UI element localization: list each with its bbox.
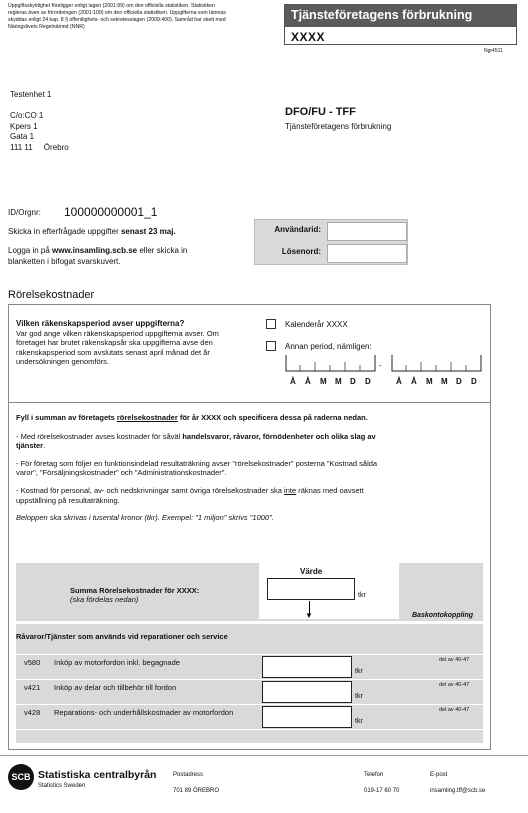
deadline-date: senast 23 maj. bbox=[120, 227, 176, 236]
section-title: Rörelsekostnader bbox=[8, 289, 95, 301]
address-line bbox=[10, 101, 69, 112]
id-label: ID/Orgnr: bbox=[8, 208, 41, 217]
value-header: Värde bbox=[300, 567, 323, 576]
id-value: 100000000001_1 bbox=[64, 205, 158, 219]
sum-label-sub: (ska fördelas nedan) bbox=[70, 595, 139, 604]
date-letter: Å bbox=[305, 377, 311, 386]
table-row bbox=[16, 655, 483, 679]
row-value-input[interactable] bbox=[262, 656, 352, 678]
instruction-3-underline: inte bbox=[284, 485, 297, 495]
form-number: Ngr4511 bbox=[484, 48, 503, 54]
user-id-field[interactable] bbox=[327, 222, 407, 241]
form-title-box bbox=[284, 4, 517, 45]
postal-address: 701 89 ÖREBRO bbox=[173, 788, 220, 794]
row-account: del av 40-47 bbox=[439, 682, 470, 688]
password-label: Lösenord: bbox=[281, 247, 321, 256]
sum-unit: tkr bbox=[358, 592, 366, 599]
table-row bbox=[16, 680, 483, 704]
address-line: Kpers 1 bbox=[10, 121, 38, 131]
date-letter: D bbox=[456, 377, 462, 386]
sum-input[interactable] bbox=[267, 578, 355, 600]
date-letter: M bbox=[426, 377, 433, 386]
row-account: del av 40-47 bbox=[439, 707, 470, 713]
period-explanation: Var god ange vilken räkenskapsperiod uppgifterna avser. Om företaget har brutet räkenskapsår ska uppgifterna avse den räkenskapsperiod som avslutats senast april månad det år undersökningen genomförs. bbox=[16, 328, 219, 367]
deadline-text bbox=[8, 227, 176, 236]
date-format-letters bbox=[285, 377, 485, 387]
date-letter: D bbox=[365, 377, 371, 386]
recipient-address bbox=[10, 90, 69, 153]
address-line: C/o:CO 1 bbox=[10, 111, 44, 120]
login-post: eller skicka in blanketten i bifogat svarskuvert. bbox=[8, 246, 188, 266]
instruction-3 bbox=[16, 486, 396, 505]
other-period-label: Annan period, nämligen: bbox=[285, 342, 372, 351]
org-name: Statistiska centralbyrån bbox=[38, 769, 157, 781]
row-description: Reparations- och underhållskostnader av motorfordon bbox=[54, 708, 234, 717]
row-code: v580 bbox=[24, 658, 41, 667]
row-description: Inköp av motorfordon inkl. begagnade bbox=[54, 658, 180, 667]
row-code: v421 bbox=[24, 683, 41, 692]
instruction-2: - För företag som följer en funktionsindelad resultaträkning avser "rörelsekostnader" posterna "Kostnad sålda varor", "Försäljningskostnader" och "Administrationskostnader". bbox=[16, 458, 378, 478]
row-value-input[interactable] bbox=[262, 681, 352, 703]
row-account: del av 40-47 bbox=[439, 657, 470, 663]
fill-instruction bbox=[16, 413, 396, 423]
phone-label: Telefon bbox=[364, 772, 384, 778]
other-period-checkbox[interactable] bbox=[266, 341, 276, 351]
form-title: Tjänsteföretagens förbrukning bbox=[285, 5, 516, 27]
date-letter: D bbox=[350, 377, 356, 386]
instruction-1-pre: - Med rörelsekostnader avses kostnader för såväl bbox=[16, 431, 183, 441]
date-range-field[interactable] bbox=[285, 353, 485, 375]
address-line: Testenhet 1 bbox=[10, 90, 52, 99]
sum-label bbox=[70, 586, 199, 604]
login-instructions bbox=[8, 245, 218, 267]
instructions bbox=[16, 413, 396, 531]
phone-number: 019-17 60 70 bbox=[364, 788, 400, 794]
period-question-title: Vilken räkenskapsperiod avser uppgifterna? bbox=[16, 319, 185, 328]
instruction-1-post: . bbox=[43, 441, 46, 451]
credentials-box bbox=[254, 219, 408, 265]
fill-pre: Fyll i summan av företagets bbox=[16, 413, 117, 422]
address-line: 111 11 Örebro bbox=[10, 142, 69, 152]
instruction-1-bold: handelsvaror, råvaror, förnödenheter och olika slag av tjänster bbox=[16, 431, 376, 451]
email-label: E-post bbox=[430, 772, 448, 778]
row-unit: tkr bbox=[355, 718, 363, 725]
date-letter: Å bbox=[411, 377, 417, 386]
group-title: Råvaror/Tjänster som används vid reparationer och service bbox=[16, 632, 228, 641]
instruction-3-post: räknas med oavsett uppställning på resultaträkning. bbox=[16, 485, 364, 505]
date-range-dash: - bbox=[379, 361, 382, 370]
section-divider bbox=[8, 402, 491, 403]
footer-divider bbox=[0, 755, 528, 756]
date-letter: M bbox=[441, 377, 448, 386]
fill-underline: rörelsekostnader bbox=[116, 413, 178, 422]
postal-label: Postadress bbox=[173, 772, 204, 778]
date-letter: D bbox=[471, 377, 477, 386]
instruction-3-pre: - Kostnad för personal, av- och nedskrivningar samt övriga rörelsekostnader ska bbox=[16, 485, 285, 495]
row-unit: tkr bbox=[355, 693, 363, 700]
form-year: XXXX bbox=[291, 30, 326, 44]
calendar-year-checkbox[interactable] bbox=[266, 319, 276, 329]
instruction-1 bbox=[16, 432, 396, 451]
password-field[interactable] bbox=[327, 244, 407, 263]
account-mapping-header: Baskontokoppling bbox=[412, 612, 474, 619]
fill-post: för år XXXX och specificera dessa på raderna nedan. bbox=[177, 413, 368, 422]
survey-subtitle: Tjänsteföretagens förbrukning bbox=[285, 122, 392, 131]
calendar-year-label: Kalenderår XXXX bbox=[285, 320, 348, 329]
row-code: v428 bbox=[24, 708, 41, 717]
date-letter: M bbox=[335, 377, 342, 386]
arrowhead-icon: ▼ bbox=[305, 611, 313, 620]
date-letter: Å bbox=[396, 377, 402, 386]
login-pre: Logga in på bbox=[8, 246, 53, 255]
table-row bbox=[16, 705, 483, 729]
legal-notice: Uppgiftsskyldighet föreligger enligt lagen (2001:99) om den officiella statistiken. Statistiken regleras även av förordningen (2001:100) om den officiella statistiken. Uppgifterna som lämnas skyddas enligt 24 kap. 8 § offentlighets- och sekretesslagen (2009:400). Samråd har skett med Näringslivets Regelnämnd (NNR) bbox=[8, 3, 226, 30]
table-separator bbox=[16, 621, 483, 624]
org-subname: Statistics Sweden bbox=[38, 783, 86, 789]
login-url[interactable]: www.insamling.scb.se bbox=[52, 246, 138, 255]
row-description: Inköp av delar och tillbehör till fordon bbox=[54, 683, 177, 692]
row-separator bbox=[16, 729, 483, 730]
row-value-input[interactable] bbox=[262, 706, 352, 728]
date-letter: M bbox=[320, 377, 327, 386]
period-question bbox=[16, 319, 244, 367]
amount-note: Beloppen ska skrivas i tusental kronor (tkr). Exempel: "1 miljon" skrivs "1000". bbox=[16, 513, 274, 523]
row-unit: tkr bbox=[355, 668, 363, 675]
date-letter: Å bbox=[290, 377, 296, 386]
sum-label-title: Summa Rörelsekostnader för XXXX: bbox=[70, 586, 200, 595]
user-id-label: Användarid: bbox=[274, 225, 321, 234]
deadline-prefix: Skicka in efterfrågade uppgifter bbox=[8, 227, 121, 236]
address-line: Gata 1 bbox=[10, 132, 35, 141]
survey-code: DFO/FU - TFF bbox=[285, 106, 356, 118]
scb-logo: SCB bbox=[8, 764, 34, 790]
email-address[interactable]: insamling.tff@scb.se bbox=[430, 788, 486, 794]
